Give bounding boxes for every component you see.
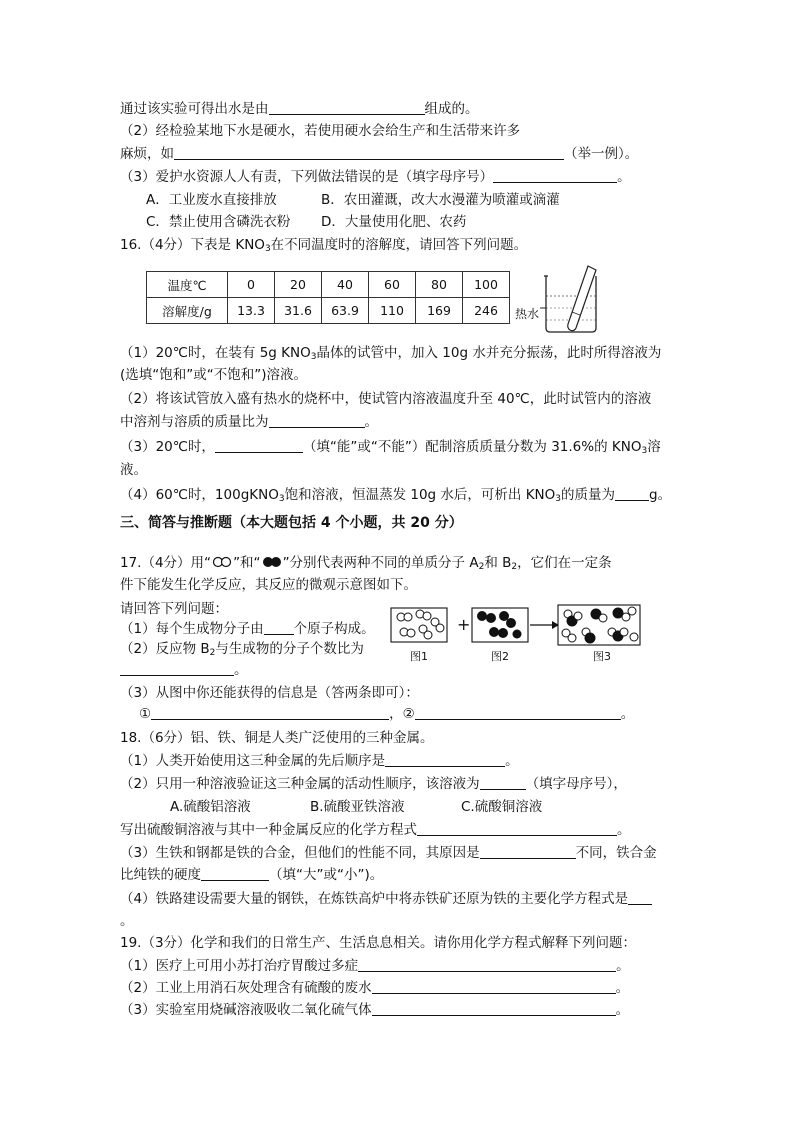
q18-intro: 18.（6分）铝、铁、铜是人类广泛使用的三种金属。 (120, 730, 434, 746)
hot-water-text: 热水 (515, 307, 540, 321)
subscript: 3 (264, 244, 271, 254)
q17-line2: 件下能发生化学反应，其反应的微观示意图如下。 (120, 577, 417, 593)
q17-intro-text4: 和 B (484, 555, 512, 571)
q16-part2-end: 。 (364, 414, 378, 430)
subscript: 3 (555, 494, 562, 504)
q18-part2-eq-end: 。 (617, 822, 631, 838)
temp-cell: 40 (322, 272, 369, 298)
answer-blank[interactable] (615, 486, 649, 501)
subscript: 2 (511, 562, 518, 572)
q15-option-d: D．大量使用化肥、农药 (321, 214, 467, 230)
q17-part2-cont (120, 661, 248, 679)
subscript: 2 (478, 562, 485, 572)
solubility-cell: 169 (416, 298, 463, 324)
q19-part3 (120, 1001, 629, 1019)
answer-blank[interactable] (628, 890, 652, 905)
solubility-cell: 246 (463, 298, 510, 324)
answer-blank[interactable] (201, 866, 269, 881)
q18-part2-equation (120, 821, 631, 839)
fig3-label: 图3 (593, 650, 611, 663)
q17-intro-text5: ，它们在一定条 (517, 555, 612, 571)
q18-part3-text2: 比纯铁的硬度 (120, 867, 201, 883)
q18-part3-end2: （填“大”或“小”)。 (269, 867, 384, 883)
q16-part3-text2: （填“能”或“不能”）配制溶质质量分数为 31.6%的 KNO (302, 439, 642, 455)
answer-blank[interactable] (215, 438, 303, 453)
q16-part3 (120, 438, 661, 460)
q15-line4 (120, 168, 631, 186)
q18-part4 (120, 890, 652, 908)
solubility-cell: 63.9 (322, 298, 369, 324)
molecule-b2-icon (261, 556, 283, 568)
solubility-table (146, 271, 510, 324)
q18-part3-cont (120, 866, 383, 884)
answer-blank[interactable] (480, 775, 526, 790)
subscript: 2 (209, 648, 216, 658)
q15-option-a: A．工业废水直接排放 (146, 192, 277, 208)
q18-part3-text: （3）生铁和钢都是铁的合金，但他们的性能不同，其原因是 (120, 845, 480, 861)
q16-intro-text: 16.（4分）下表是 KNO (120, 237, 265, 253)
answer-blank[interactable] (174, 145, 564, 160)
q17-part2 (120, 640, 364, 662)
solubility-cell: 110 (369, 298, 416, 324)
q15-line4-text: （3）爱护水资源人人有责，下列做法错误的是（填字母序号） (120, 169, 494, 185)
temperature-header: 温度℃ (147, 272, 228, 298)
q16-part4-text2: 饱和溶液，恒温蒸发 10g 水后，可析出 KNO (284, 487, 556, 503)
q18-option-b: B.硫酸亚铁溶液 (310, 799, 405, 815)
q18-part4-end: 。 (120, 913, 134, 929)
q15-line1-text: 通过该实验可得出水是由 (120, 101, 269, 117)
q17-part2-end: 。 (234, 662, 248, 678)
q16-part4 (120, 486, 671, 508)
beaker-test-tube-icon (540, 262, 602, 334)
q15-line1-end: 组成的。 (424, 101, 479, 117)
q17-part3-marker1: ① (139, 706, 152, 722)
answer-blank[interactable] (385, 752, 505, 767)
q18-part3 (120, 844, 657, 862)
q19-intro: 19.（3分）化学和我们的日常生产、生活息息相关。请你用化学方程式解释下列问题： (120, 935, 637, 951)
q18-part1 (120, 752, 519, 770)
q19-part2 (120, 979, 629, 997)
section-3-title: 三、简答与推断题（本大题包括 4 个小题，共 20 分） (120, 515, 463, 531)
temperature-row (147, 272, 510, 298)
q19-part3-end: 。 (615, 1002, 630, 1018)
q18-part1-text: （1）人类开始使用这三种金属的先后顺序是 (120, 753, 386, 769)
q18-part1-end: 。 (505, 753, 519, 769)
temp-cell: 60 (369, 272, 416, 298)
solubility-header: 溶解度/g (147, 298, 228, 324)
q18-part2-eq-text: 写出硫酸铜溶液与其中一种金属反应的化学方程式 (120, 822, 417, 838)
q16-intro (120, 236, 527, 258)
answer-blank[interactable] (493, 168, 617, 183)
answer-blank[interactable] (269, 413, 365, 428)
q18-part2-end: （填字母序号）， (525, 776, 627, 792)
q16-part2-text: 中溶剂与溶质的质量比为 (120, 414, 269, 430)
q16-part2: （2）将该试管放入盛有热水的烧杯中，使试管内溶液温度升至 40℃，此时试管内的溶液 (120, 391, 652, 407)
subscript: 3 (310, 352, 317, 362)
q15-line3 (120, 145, 638, 163)
q17-intro-text2: ”和“ (233, 555, 261, 571)
q18-part2-text: （2）只用一种溶液验证这三种金属的活动性顺序，该溶液为 (120, 776, 480, 792)
temp-cell: 100 (463, 272, 510, 298)
q19-part1-text: （1）医疗上可用小苏打治疗胃酸过多症 (120, 958, 359, 974)
q16-part3-end: 溶 (647, 439, 661, 455)
solubility-cell: 13.3 (228, 298, 275, 324)
hot-water-label (515, 305, 539, 323)
q15-line3-text: 麻烦，如 (120, 146, 174, 162)
q15-option-b: B．农田灌溉，改大水漫灌为喷灌或滴灌 (321, 192, 560, 208)
q17-part1-end: 个原子构成。 (293, 621, 375, 637)
fig2-label: 图2 (491, 650, 509, 663)
q19-part1-end: 。 (616, 958, 630, 974)
q15-option-c: C．禁止使用含磷洗衣粉 (146, 214, 291, 230)
subscript: 3 (641, 446, 648, 456)
q18-part3-end: 不同，铁合金 (575, 845, 657, 861)
temp-cell: 20 (275, 272, 322, 298)
q19-part1 (120, 957, 630, 975)
answer-blank[interactable] (264, 620, 294, 635)
q16-part3-text: （3）20℃时， (120, 439, 215, 455)
q18-part4-text: （4）铁路建设需要大量的钢铁，在炼铁高炉中将赤铁矿还原为铁的主要化学方程式是 (120, 891, 629, 907)
q17-intro (120, 554, 612, 576)
fig1-label: 图1 (410, 650, 428, 663)
q16-part4-end: g。 (649, 487, 672, 503)
q16-intro-text2: 在不同温度时的溶解度，请回答下列问题。 (270, 237, 528, 253)
q17-part3: （3）从图中你还能获得的信息是（答两条即可）： (120, 685, 419, 701)
q17-part1-text: （1）每个生成物分子由 (120, 621, 264, 637)
q17-part2-text: （2）反应物 B (120, 641, 210, 657)
q15-line2: （2）经检验某地下水是硬水，若使用硬水会给生产和生活带来许多 (120, 123, 521, 139)
q15-line3-end: （举一例）。 (564, 146, 639, 162)
q17-intro-text3: ”分别代表两种不同的单质分子 A (282, 555, 479, 571)
q15-line1 (120, 100, 479, 118)
answer-blank[interactable] (480, 844, 576, 859)
svg-text:+: + (457, 615, 471, 634)
q18-option-c: C.硫酸铜溶液 (461, 799, 543, 815)
temp-cell: 0 (228, 272, 275, 298)
q17-part1 (120, 620, 375, 638)
q17-line3: 请回答下列问题： (120, 601, 228, 617)
q17-part3-end: 。 (620, 706, 635, 722)
q18-option-a: A.硫酸铝溶液 (170, 799, 251, 815)
q16-part1-text: （1）20℃时，在装有 5g KNO (120, 345, 311, 361)
q16-part1 (120, 344, 661, 366)
answer-blank[interactable] (358, 957, 616, 972)
answer-blank[interactable] (415, 705, 621, 720)
q16-part1-cont: (选填“饱和”或“不饱和”)溶液。 (120, 367, 308, 383)
q16-part4-text3: 的质量为 (561, 487, 616, 503)
q15-line4-end: 。 (617, 169, 631, 185)
q17-intro-text: 17.（4分）用“ (120, 555, 212, 571)
answer-blank[interactable] (372, 1001, 616, 1016)
q18-part2 (120, 775, 627, 793)
answer-blank[interactable] (372, 979, 616, 994)
q16-part3-cont: 液。 (120, 462, 147, 478)
answer-blank[interactable] (120, 661, 234, 676)
molecule-a2-icon (211, 556, 233, 568)
subscript: 3 (278, 494, 285, 504)
q19-part2-text: （2）工业上用消石灰处理含有硫酸的废水 (120, 980, 372, 996)
q17-part3-answers (139, 705, 634, 723)
solubility-cell: 31.6 (275, 298, 322, 324)
q19-part3-text: （3）实验室用烧碱溶液吸收二氧化硫气体 (120, 1002, 372, 1018)
q16-part4-text: （4）60℃时，100gKNO (120, 487, 279, 503)
reaction-diagram (390, 604, 642, 648)
q17-part2-text2: 与生成物的分子个数比为 (215, 641, 364, 657)
q16-part1-text2: 晶体的试管中，加入 10g 水并充分振荡，此时所得溶液为 (316, 345, 662, 361)
answer-blank[interactable] (269, 100, 425, 115)
temp-cell: 80 (416, 272, 463, 298)
answer-blank[interactable] (151, 705, 389, 720)
q16-part2-cont (120, 413, 378, 431)
solubility-row (147, 298, 510, 324)
answer-blank[interactable] (417, 821, 617, 836)
q17-part3-marker2: ，② (389, 706, 415, 722)
q19-part2-end: 。 (615, 980, 630, 996)
